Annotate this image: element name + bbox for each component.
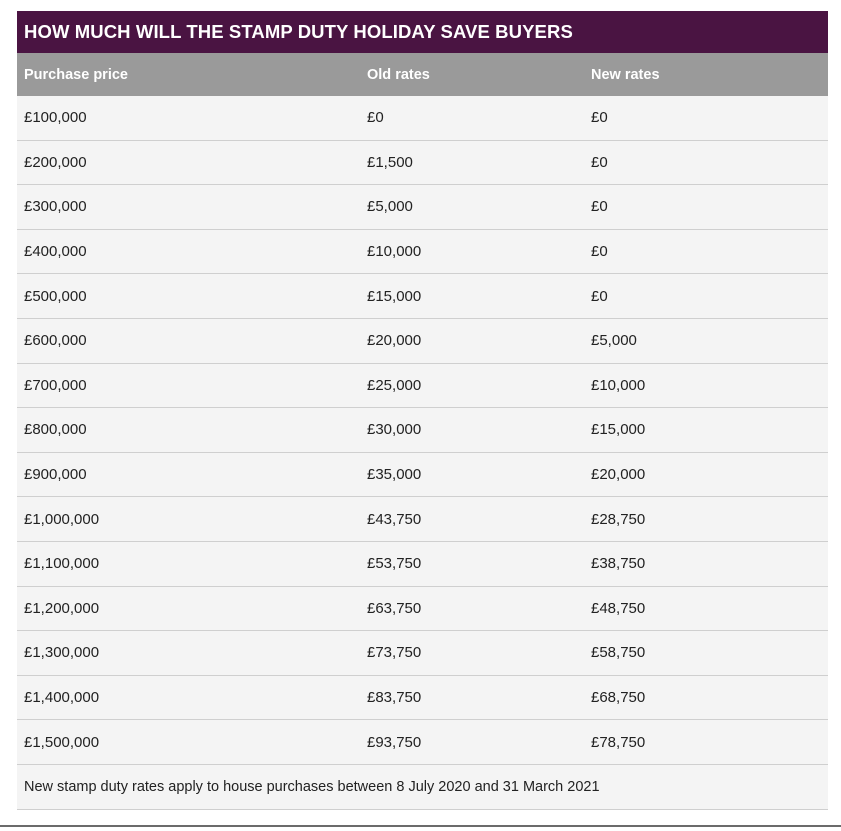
table-row [17, 141, 828, 186]
table-row [17, 185, 828, 230]
cell-purchase-price: £200,000 [24, 153, 87, 171]
table-row [17, 230, 828, 275]
header-new-rates: New rates [591, 66, 660, 83]
cell-new-rate: £78,750 [591, 733, 646, 751]
cell-new-rate: £0 [591, 198, 608, 216]
cell-old-rate: £53,750 [367, 555, 422, 573]
cell-old-rate: £35,000 [367, 466, 422, 484]
cell-new-rate: £20,000 [591, 466, 646, 484]
table-row [17, 96, 828, 141]
cell-purchase-price: £1,000,000 [24, 510, 100, 528]
cell-old-rate: £93,750 [367, 733, 422, 751]
table-row [17, 676, 828, 721]
cell-new-rate: £15,000 [591, 421, 646, 439]
table-row [17, 542, 828, 587]
cell-old-rate: £15,000 [367, 287, 422, 305]
cell-purchase-price: £800,000 [24, 421, 87, 439]
cell-purchase-price: £500,000 [24, 287, 87, 305]
cell-new-rate: £10,000 [591, 376, 646, 394]
table-row [17, 587, 828, 632]
cell-old-rate: £1,500 [367, 153, 413, 171]
cell-new-rate: £48,750 [591, 599, 646, 617]
cell-old-rate: £0 [367, 109, 384, 127]
cell-new-rate: £0 [591, 243, 608, 261]
cell-old-rate: £30,000 [367, 421, 422, 439]
table-row [17, 319, 828, 364]
cell-purchase-price: £100,000 [24, 109, 87, 127]
table-body [17, 96, 828, 765]
divider [0, 825, 841, 827]
table-row [17, 453, 828, 498]
table-row [17, 274, 828, 319]
table-row [17, 720, 828, 765]
table-row [17, 408, 828, 453]
cell-new-rate: £5,000 [591, 332, 637, 350]
cell-purchase-price: £900,000 [24, 466, 87, 484]
table-header-row [17, 53, 828, 96]
cell-new-rate: £28,750 [591, 510, 646, 528]
cell-new-rate: £38,750 [591, 555, 646, 573]
cell-new-rate: £68,750 [591, 689, 646, 707]
header-purchase-price: Purchase price [24, 66, 128, 83]
cell-new-rate: £0 [591, 109, 608, 127]
cell-purchase-price: £1,200,000 [24, 599, 100, 617]
cell-old-rate: £5,000 [367, 198, 413, 216]
table-row [17, 364, 828, 409]
stamp-duty-table [17, 11, 828, 810]
cell-old-rate: £25,000 [367, 376, 422, 394]
cell-purchase-price: £300,000 [24, 198, 87, 216]
cell-old-rate: £20,000 [367, 332, 422, 350]
cell-old-rate: £63,750 [367, 599, 422, 617]
cell-old-rate: £43,750 [367, 510, 422, 528]
table-title: HOW MUCH WILL THE STAMP DUTY HOLIDAY SAVE BUYERS [17, 11, 828, 53]
cell-new-rate: £0 [591, 287, 608, 305]
cell-old-rate: £10,000 [367, 243, 422, 261]
cell-purchase-price: £1,500,000 [24, 733, 100, 751]
cell-purchase-price: £600,000 [24, 332, 87, 350]
cell-new-rate: £58,750 [591, 644, 646, 662]
header-old-rates: Old rates [367, 66, 430, 83]
cell-new-rate: £0 [591, 153, 608, 171]
cell-purchase-price: £1,400,000 [24, 689, 100, 707]
cell-purchase-price: £700,000 [24, 376, 87, 394]
table-footnote: New stamp duty rates apply to house purchases between 8 July 2020 and 31 March 2021 [17, 765, 828, 810]
cell-purchase-price: £1,100,000 [24, 555, 100, 573]
table-row [17, 497, 828, 542]
cell-purchase-price: £400,000 [24, 243, 87, 261]
cell-purchase-price: £1,300,000 [24, 644, 100, 662]
cell-old-rate: £83,750 [367, 689, 422, 707]
cell-old-rate: £73,750 [367, 644, 422, 662]
table-row [17, 631, 828, 676]
